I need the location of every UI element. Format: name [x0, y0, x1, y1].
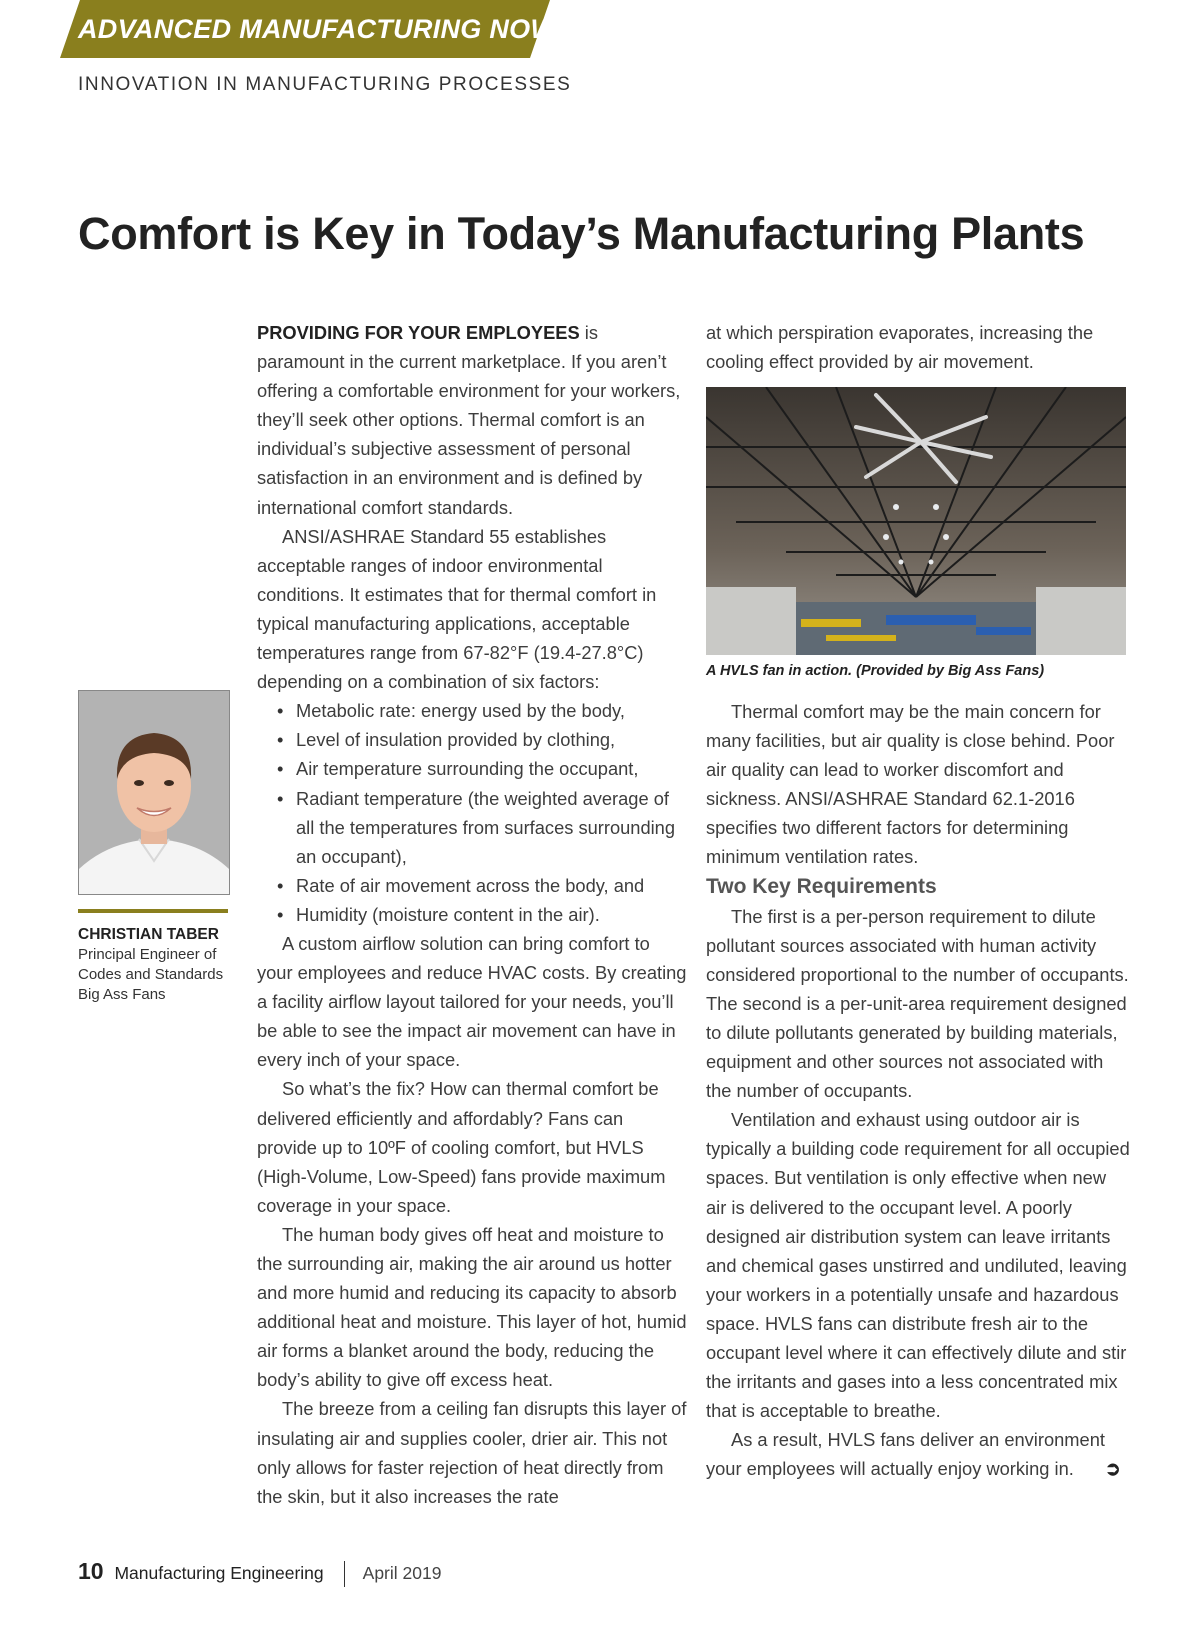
list-item: • Level of insulation provided by clothing, [296, 725, 687, 754]
subhead-two-key-requirements: Two Key Requirements [706, 874, 937, 898]
footer-divider [344, 1561, 345, 1587]
paragraph-air-quality: Thermal comfort may be the main concern for many facilities, but air quality is close behind. Poor air quality can lead to worker discomfort and sickness. ANSI/ASHRAE Standard 62.1-2016 specifies two different factors for determining minimum ventilation rates. [706, 701, 1115, 868]
paragraph-requirements: The first is a per-person requirement to dilute pollutant sources associated with human activity considered proportional to the number of occupants. The second is a per-unit-area requirement designed to dilute pollutants generated by building materials, equipment and other sources not associated with the number of occupants. [706, 905, 1129, 1102]
lead-in: PROVIDING FOR YOUR EMPLOYEES [257, 322, 580, 343]
article-title: Comfort is Key in Today’s Manufacturing Plants [78, 208, 1085, 259]
article-column-right-bottom [706, 697, 1131, 1484]
factory-ceiling-image [706, 387, 1126, 655]
paragraph-human-body: The human body gives off heat and moisture to the surrounding air, making the air around us hotter and more humid and reducing its capacity to absorb additional heat and moisture. This layer of hot, humid air forms a blanket around the body, reducing the body’s ability to give off excess heat. [257, 1223, 687, 1391]
list-item: • Metabolic rate: energy used by the body, [296, 696, 687, 725]
article-column-right-top [706, 318, 1131, 376]
list-item: • Air temperature surrounding the occupant, [296, 754, 687, 783]
photo-caption: A HVLS fan in action. (Provided by Big Ass Fans) [706, 663, 1045, 679]
paragraph-the-fix: So what’s the fix? How can thermal comfort be delivered efficiently and affordably? Fans can provide up to 10ºF of cooling comfort, but HVLS (High-Volume, Low-Speed) fans provide maximum coverage in your space. [257, 1078, 666, 1216]
paragraph-continued: at which perspiration evaporates, increasing the cooling effect provided by air movement. [706, 322, 1094, 373]
author-photo [78, 690, 230, 895]
author-title-line1: Principal Engineer of [78, 946, 217, 963]
hvls-fan-photo [706, 387, 1126, 655]
page-number: 10 [78, 1558, 104, 1584]
publication-name: Manufacturing Engineering [114, 1563, 324, 1583]
paragraph-intro [257, 318, 687, 522]
author-portrait-image [79, 691, 229, 894]
author-title-line2: Codes and Standards [78, 966, 224, 983]
paragraph-ventilation: Ventilation and exhaust using outdoor air is typically a building code requirement for all occupied spaces. But ventilation is only effective when new air is delivered to the occupant level. A poorly designed air distribution system can leave irritants and chemical gases unstirred and undiluted, leaving your workers in a potentially unsafe and hazardous space. HVLS fans can distribute fresh air to the occupant level where it can effectively dilute and stir the irritants and gases into a less concentrated mix that is acceptable to breathe. [706, 1109, 1130, 1422]
paragraph-airflow-solution: A custom airflow solution can bring comfort to your employees and reduce HVAC costs. By creating a facility airflow layout tailored for your needs, you’ll be able to see the impact air movement can have in every inch of your space. [257, 932, 687, 1071]
author-company: Big Ass Fans [78, 986, 166, 1003]
paragraph-intro-text: is paramount in the current marketplace. If you aren’t offering a comfortable environment for your workers, they’ll seek other options. Thermal comfort is an individual’s subjective assessment of personal satisfaction in an environment and is defined by international comfort standards. [257, 322, 681, 518]
list-item: • Humidity (moisture content in the air). [296, 900, 687, 929]
page-footer [78, 1558, 441, 1587]
paragraph-conclusion-text: As a result, HVLS fans deliver an environment your employees will actually enjoy working in. [706, 1429, 1105, 1480]
issue-date: April 2019 [362, 1563, 442, 1583]
list-item: • Radiant temperature (the weighted average of all the temperatures from surfaces surrounding an occupant), [296, 784, 687, 871]
article-column-left [257, 318, 687, 1511]
end-of-article-icon: ➲ [1104, 1459, 1121, 1481]
paragraph-standard-55: ANSI/ASHRAE Standard 55 establishes acceptable ranges of indoor environmental conditions. It estimates that for thermal comfort in typical manufacturing applications, acceptable temperatures range from 67-82°F (19.4-27.8°C) depending on a combination of six factors: [257, 525, 657, 693]
paragraph-conclusion [706, 1425, 1131, 1484]
section-subtitle: INNOVATION IN MANUFACTURING PROCESSES [78, 74, 572, 95]
factor-list [257, 696, 687, 929]
list-item: • Rate of air movement across the body, and [296, 871, 687, 900]
paragraph-ceiling-fan: The breeze from a ceiling fan disrupts this layer of insulating air and supplies cooler, drier air. This not only allows for faster rejection of heat directly from the skin, but it also increases the rate [257, 1398, 687, 1507]
author-divider [78, 909, 228, 913]
author-name: CHRISTIAN TABER [78, 926, 219, 943]
section-banner-text: ADVANCED MANUFACTURING NOW [78, 14, 557, 44]
